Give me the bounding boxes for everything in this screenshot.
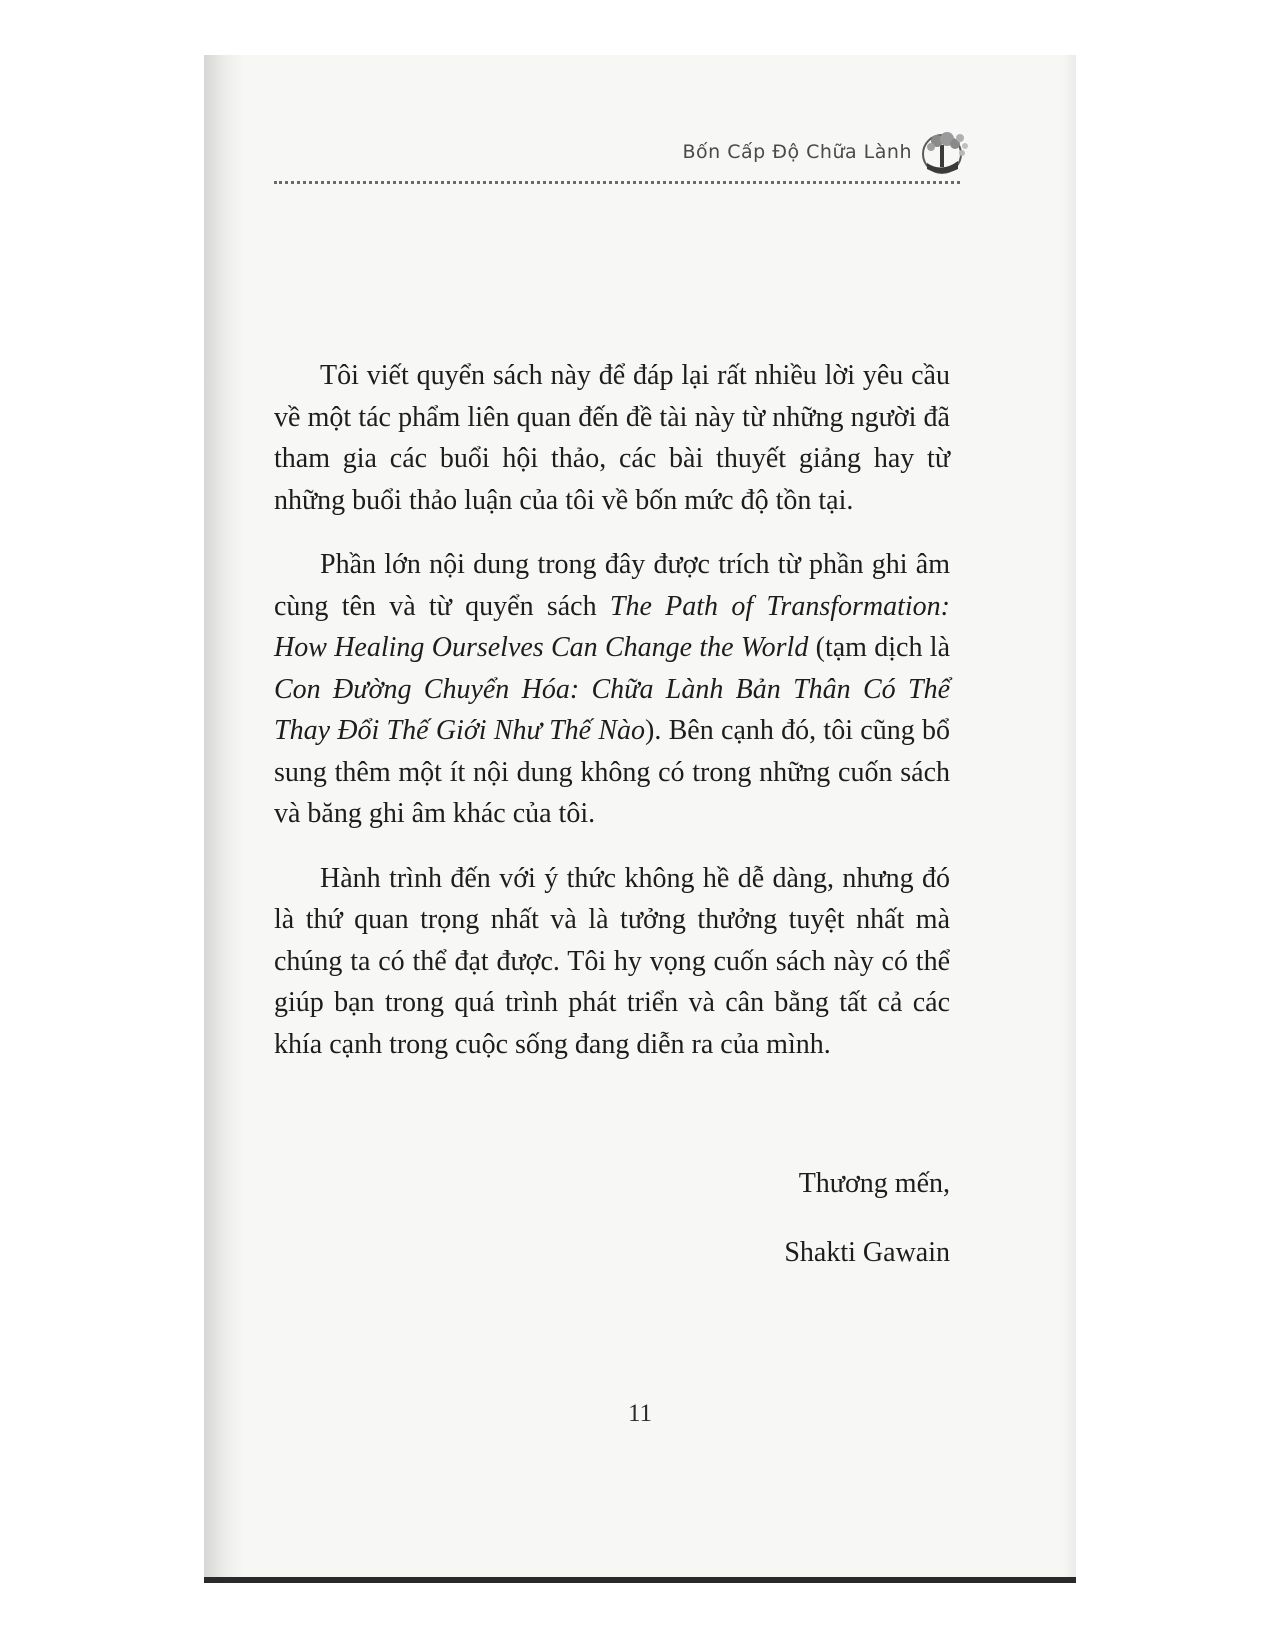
- running-header: [274, 125, 964, 191]
- author-signature: Shakti Gawain: [784, 1237, 950, 1268]
- paragraph: Hành trình đến với ý thức không hề dễ dàng, nhưng đó là thứ quan trọng nhất và là tưởng thưởng tuyệt nhất mà chúng ta có thể đạt được. Tôi hy vọng cuốn sách này có thể giúp bạn trong quá trình phát triển và cân bằng tất cả các khía cạnh trong cuộc sống đang diễn ra của mình.: [274, 862, 950, 1060]
- paragraph-text: (tạm dịch là: [808, 632, 950, 663]
- closing-salutation: Thương mến,: [798, 1168, 950, 1199]
- page-spine-shadow: [204, 55, 244, 1583]
- paragraph: [274, 544, 950, 835]
- body-text: [274, 355, 950, 1088]
- page-bottom-edge: [204, 1577, 1076, 1583]
- paragraph: Tôi viết quyển sách này để đáp lại rất nhiều lời yêu cầu về một tác phẩm liên quan đến đề tài này từ những người đã tham gia các buổi hội thảo, các bài thuyết giảng hay từ những buổi thảo luận của tôi về bốn mức độ tồn tại.: [274, 360, 950, 516]
- paragraph-text: Phần lớn nội dung trong đây được trích từ phần ghi âm cùng tên và từ quyển sách: [274, 549, 950, 622]
- running-header-title: Bốn Cấp Độ Chữa Lành: [682, 141, 912, 163]
- book-title: The Path of Transformation: How Healing Ourselves Can Change the World: [274, 590, 950, 663]
- header-dotted-rule: [274, 181, 960, 184]
- book-page: [204, 55, 1076, 1583]
- page-edge-shadow: [1062, 55, 1076, 1583]
- tree-in-circle-icon: [918, 127, 970, 179]
- page-number: 11: [627, 1400, 653, 1427]
- paragraph-text: ). Bên cạnh đó, tôi cũng bổ sung thêm một ít nội dung không có trong những cuốn sách và băng ghi âm khác của tôi.: [274, 715, 950, 829]
- translated-title: Con Đường Chuyển Hóa: Chữa Lành Bản Thân Có Thể Thay Đổi Thế Giới Như Thế Nào: [274, 673, 950, 746]
